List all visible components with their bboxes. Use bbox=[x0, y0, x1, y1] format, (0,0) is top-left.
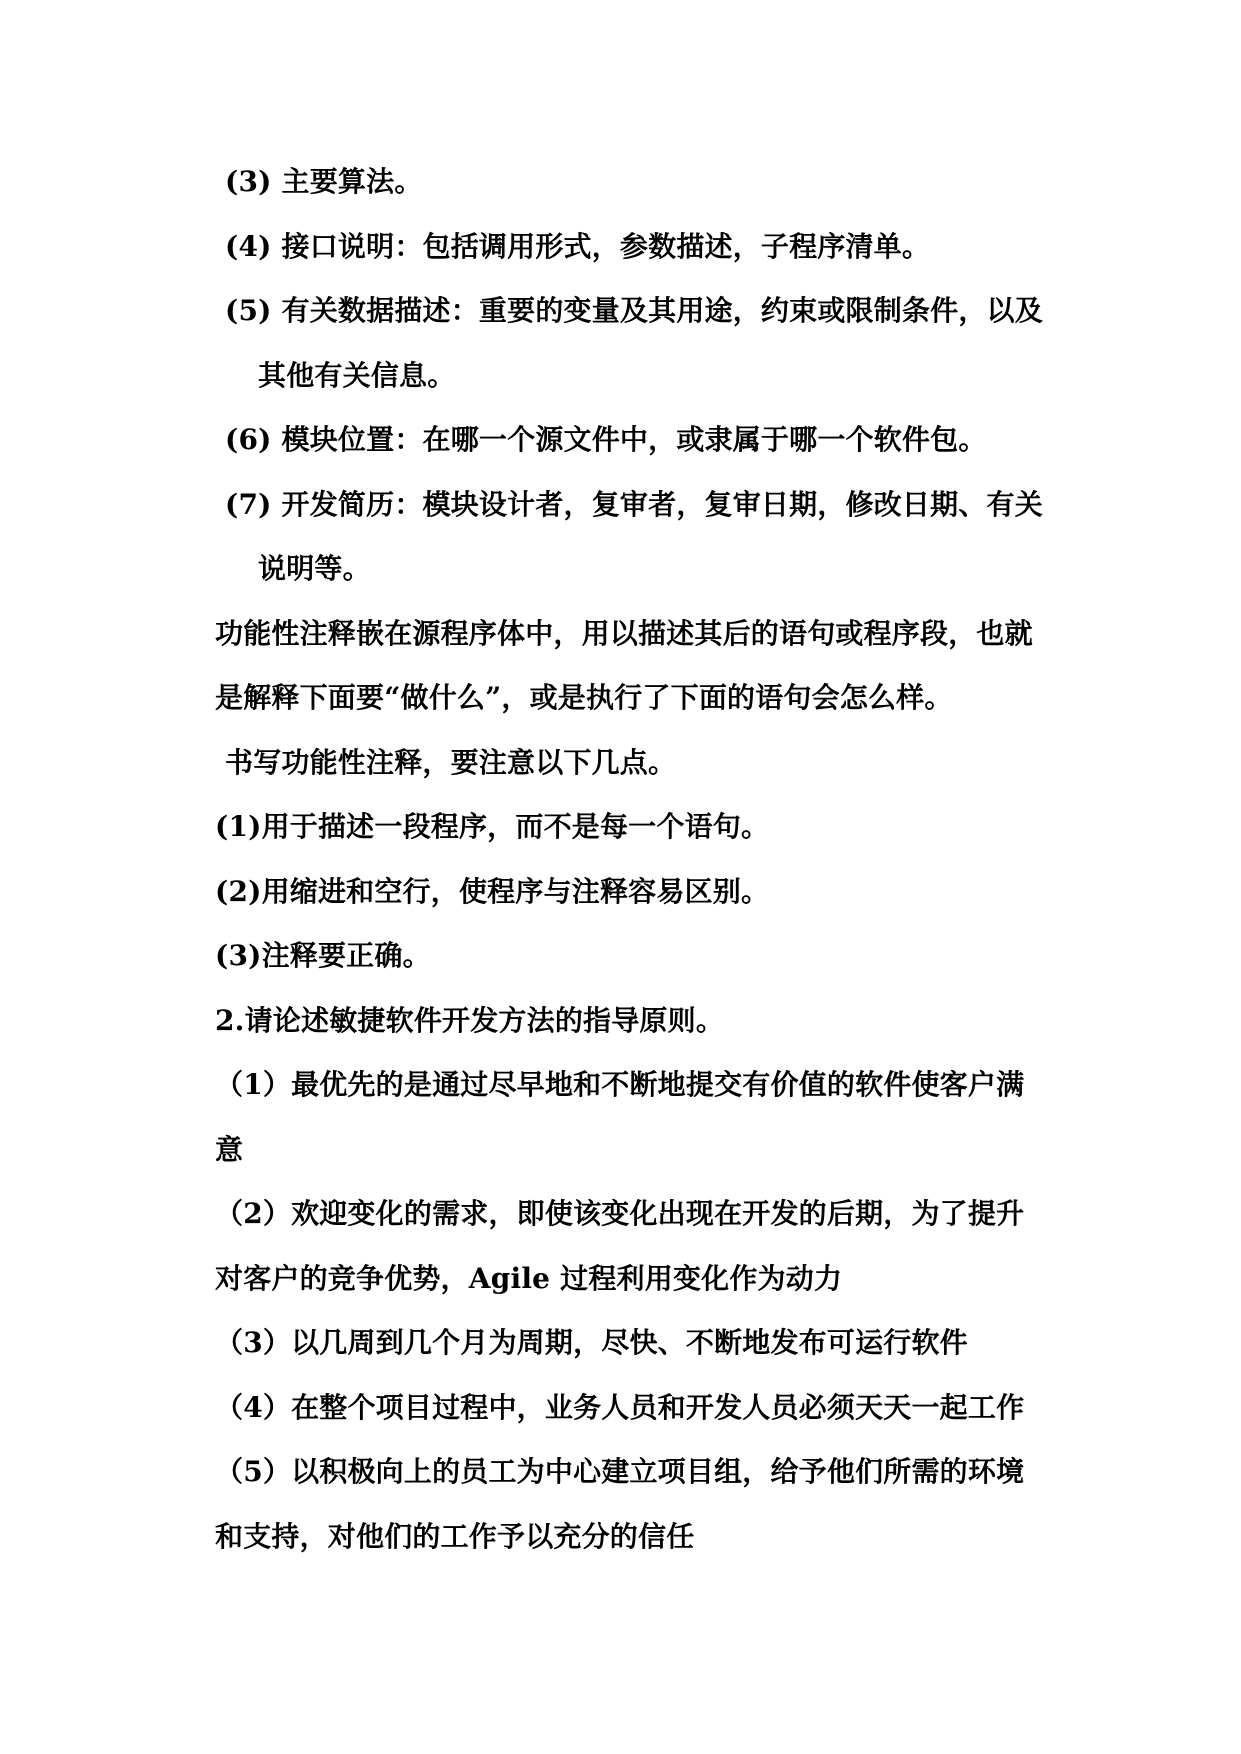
text-line: (4) 接口说明：包括调用形式，参数描述，子程序清单。 bbox=[225, 229, 931, 263]
text-line: (1)用于描述一段程序，而不是每一个语句。 bbox=[215, 810, 770, 843]
text-line: （3）以几周到几个月为周期，尽快、不断地发布可运行软件 bbox=[215, 1326, 968, 1359]
text-line: （4）在整个项目过程中，业务人员和开发人员必须天天一起工作 bbox=[215, 1390, 1025, 1424]
text-line: 功能性注释嵌在源程序体中，用以描述其后的语句或程序段，也就 bbox=[215, 616, 1033, 650]
text-line: 对客户的竞争优势，Agile 过程利用变化作为动力 bbox=[215, 1261, 843, 1295]
text-line: (5) 有关数据描述：重要的变量及其用途，约束或限制条件，以及 bbox=[225, 294, 1043, 327]
text-line: (2)用缩进和空行，使程序与注释容易区别。 bbox=[215, 874, 770, 908]
text-line: 其他有关信息。 bbox=[258, 358, 456, 392]
text-line: (3)注释要正确。 bbox=[215, 939, 431, 972]
text-line: 和支持，对他们的工作予以充分的信任 bbox=[215, 1519, 695, 1553]
text-line: (6) 模块位置：在哪一个源文件中，或隶属于哪一个软件包。 bbox=[225, 423, 987, 456]
document-body bbox=[215, 150, 1055, 1569]
question-heading: 2.请论述敏捷软件开发方法的指导原则。 bbox=[215, 1003, 725, 1037]
text-line: 是解释下面要“做什么”，或是执行了下面的语句会怎么样。 bbox=[215, 681, 953, 714]
text-line: （1）最优先的是通过尽早地和不断地提交有价值的软件使客户满 bbox=[215, 1068, 1025, 1101]
text-line: 说明等。 bbox=[258, 552, 371, 585]
text-line: 意 bbox=[215, 1132, 244, 1166]
text-line: (7) 开发简历：模块设计者，复审者，复审日期，修改日期、有关 bbox=[225, 487, 1043, 521]
text-line: 书写功能性注释，要注意以下几点。 bbox=[225, 745, 677, 779]
text-line: (3) 主要算法。 bbox=[225, 165, 423, 198]
text-line: （2）欢迎变化的需求，即使该变化出现在开发的后期，为了提升 bbox=[215, 1197, 1025, 1230]
text-line: （5）以积极向上的员工为中心建立项目组，给予他们所需的环境 bbox=[215, 1455, 1025, 1488]
